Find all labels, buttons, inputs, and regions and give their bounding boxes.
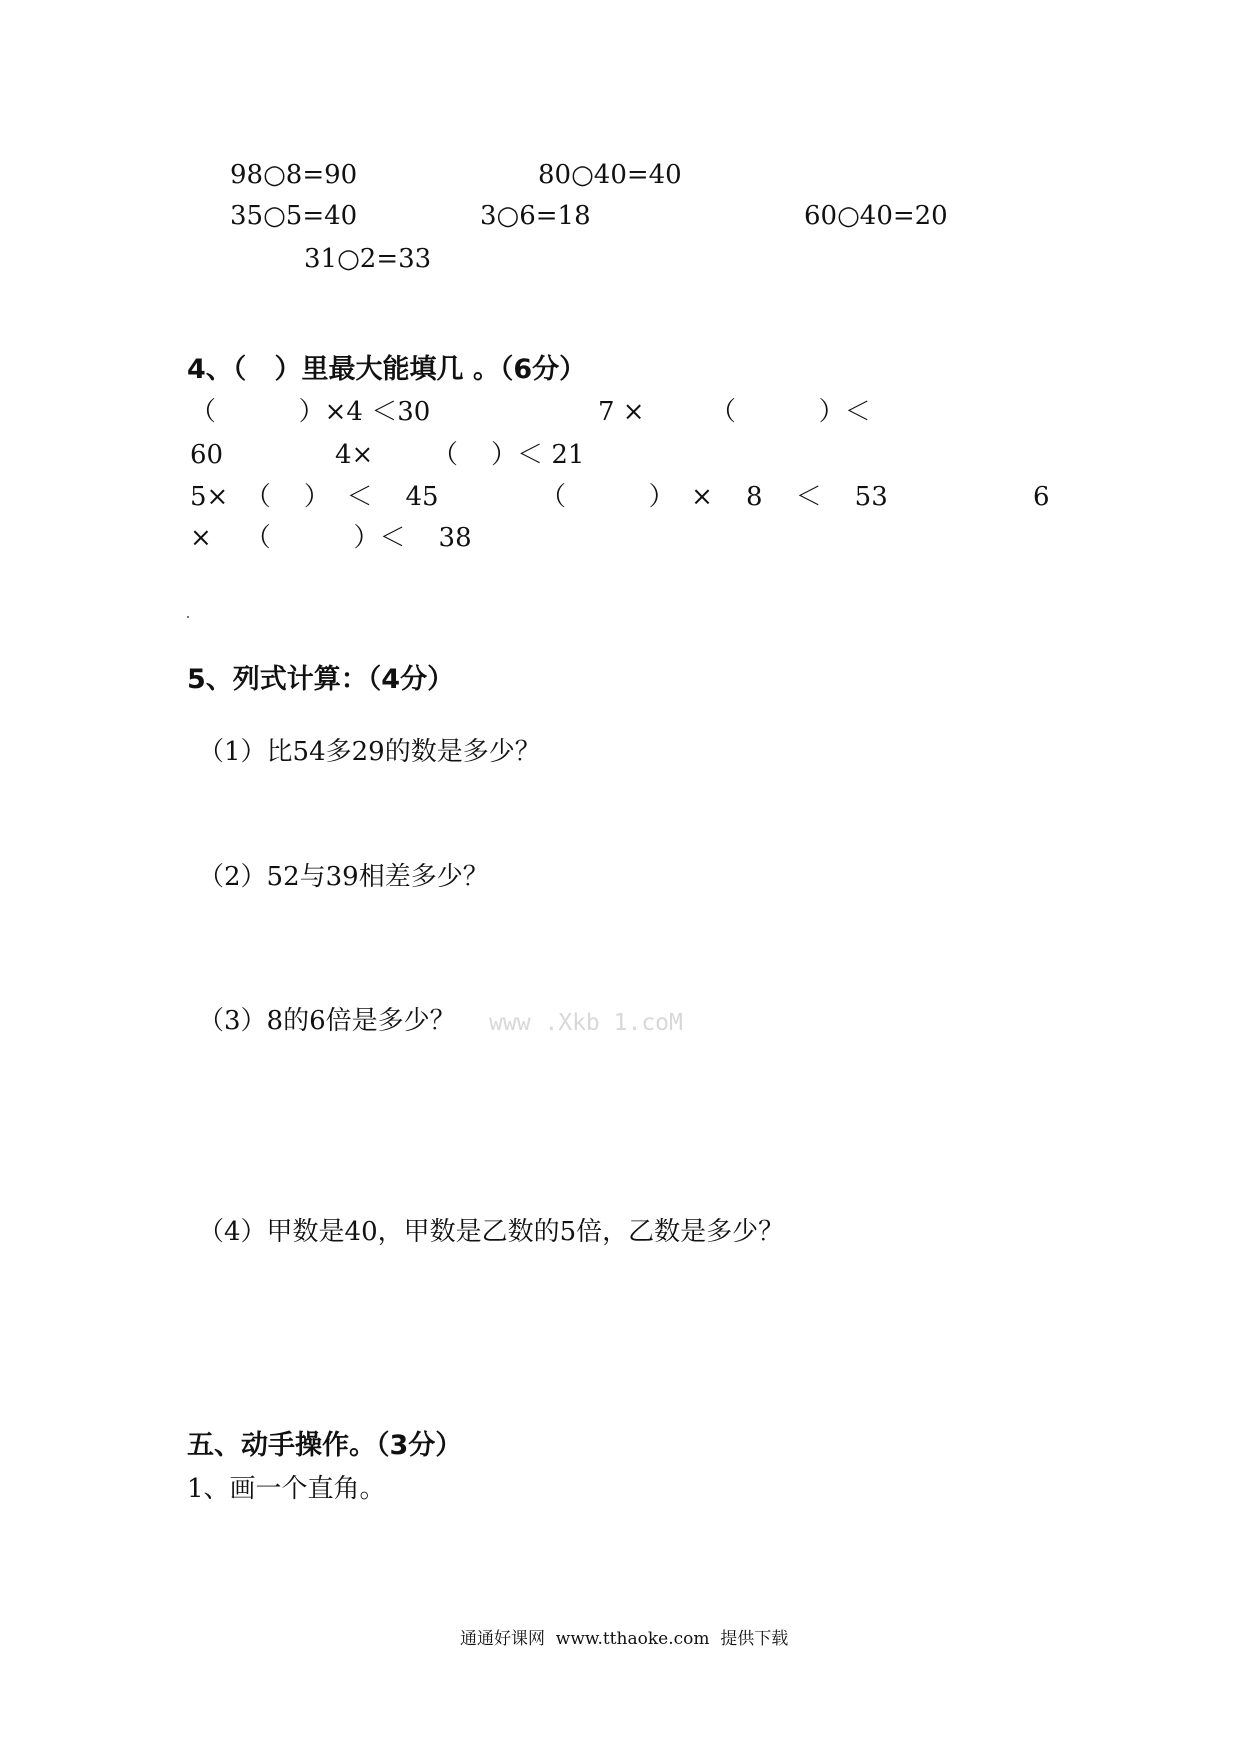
q4-heading: 4、（ ）里最大能填几 。（6分） xyxy=(187,354,587,385)
equation-31-2: 31○2=33 xyxy=(304,244,432,274)
q4-line-2: 7 × xyxy=(598,397,645,427)
equation-98-8: 98○8=90 xyxy=(230,160,358,190)
equation-60-40: 60○40=20 xyxy=(804,201,948,231)
q4-line-1: （ ）×4 ＜30 xyxy=(190,397,431,427)
q4-line-3: （ ）＜ xyxy=(710,397,871,427)
q5-item-1: （1）比54多29的数是多少？ xyxy=(198,737,541,767)
q4-line-6: （ ）＜ 21 xyxy=(432,440,585,470)
part5-heading: 五、动手操作。（3分） xyxy=(187,1430,463,1461)
q5-item-2: （2）52与39相差多少？ xyxy=(198,862,489,892)
part5-item-1: 1、画一个直角。 xyxy=(187,1474,386,1504)
stray-mark xyxy=(187,616,189,618)
equation-35-5: 35○5=40 xyxy=(230,201,358,231)
q5-item-3: （3）8的6倍是多少？ xyxy=(198,1006,456,1036)
q4-line-5: 4× xyxy=(335,440,374,470)
equation-3-6: 3○6=18 xyxy=(480,201,591,231)
page-footer: 通通好课网 www.tthaoke.com 提供下载 xyxy=(460,1629,789,1649)
q4-line-10: × （ ）＜ 38 xyxy=(190,523,472,553)
q4-line-8: （ ） × 8 ＜ 53 xyxy=(540,482,888,512)
equation-80-40: 80○40=40 xyxy=(538,160,682,190)
q4-line-9: 6 xyxy=(1033,482,1050,512)
watermark-text: www .Xkb 1.coM xyxy=(489,1010,683,1036)
q5-item-4: （4）甲数是40，甲数是乙数的5倍，乙数是多少？ xyxy=(198,1217,785,1247)
q4-line-7: 5× （ ） ＜ 45 xyxy=(190,482,439,512)
q4-line-4: 60 xyxy=(190,440,224,470)
q5-heading: 5、列式计算：（4分） xyxy=(187,664,455,695)
